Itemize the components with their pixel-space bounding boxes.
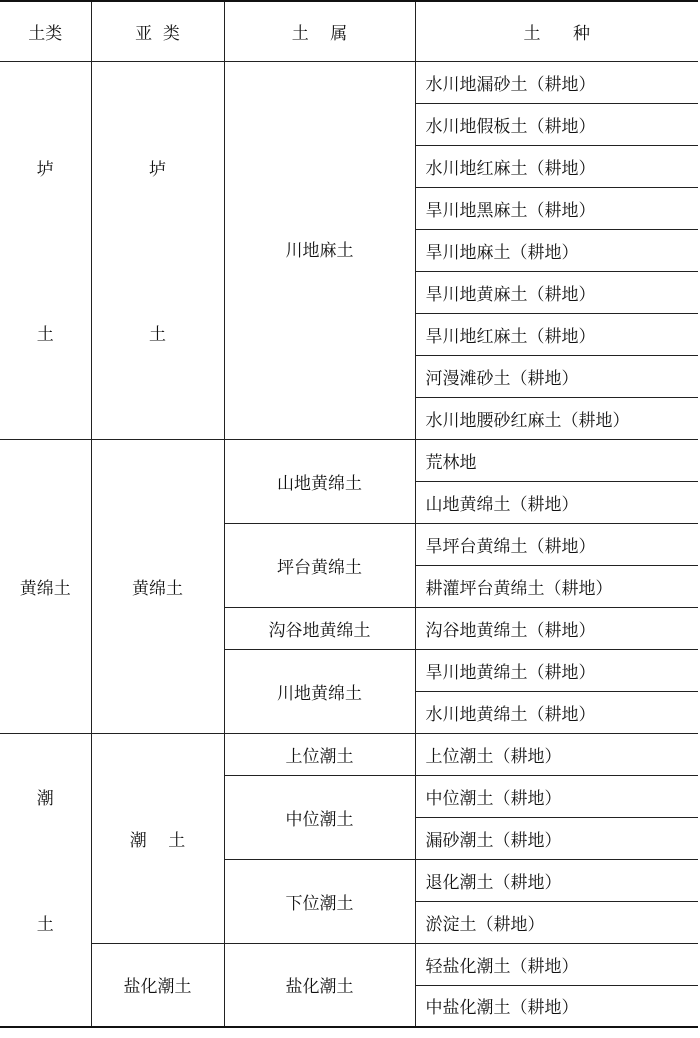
tuzhong-cell: 退化潮土（耕地） bbox=[415, 859, 698, 901]
header-tulei: 土类 bbox=[0, 1, 91, 61]
yalei-lu-bottom: 土 bbox=[149, 325, 166, 345]
tulei-lu-top: 垆 bbox=[36, 160, 54, 180]
header-tushu: 土 属 bbox=[224, 1, 415, 61]
tuzhong-cell: 沟谷地黄绵土（耕地） bbox=[415, 607, 698, 649]
tushu-zhongwei-chaotu: 中位潮土 bbox=[224, 775, 415, 859]
tuzhong-cell: 淤淀土（耕地） bbox=[415, 901, 698, 943]
tuzhong-cell: 水川地黄绵土（耕地） bbox=[415, 691, 698, 733]
tuzhong-cell: 上位潮土（耕地） bbox=[415, 733, 698, 775]
tuzhong-cell: 轻盐化潮土（耕地） bbox=[415, 943, 698, 985]
table-row bbox=[0, 733, 698, 775]
tuzhong-cell: 河漫滩砂土（耕地） bbox=[415, 355, 698, 397]
tuzhong-cell: 耕灌坪台黄绵土（耕地） bbox=[415, 565, 698, 607]
table-row bbox=[0, 439, 698, 481]
tuzhong-cell: 水川地腰砂红麻土（耕地） bbox=[415, 397, 698, 439]
yalei-lu-top: 垆 bbox=[149, 160, 166, 180]
tuzhong-cell: 旱川地黑麻土（耕地） bbox=[415, 187, 698, 229]
tushu-shangwei-chaotu: 上位潮土 bbox=[224, 733, 415, 775]
tuzhong-cell: 水川地漏砂土（耕地） bbox=[415, 61, 698, 103]
tuzhong-cell: 中盐化潮土（耕地） bbox=[415, 985, 698, 1027]
tushu-gougudi-huangmiantu: 沟谷地黄绵土 bbox=[224, 607, 415, 649]
tulei-lu-bottom: 土 bbox=[36, 325, 54, 345]
tuzhong-cell: 旱川地红麻土（耕地） bbox=[415, 313, 698, 355]
tushu-xiawei-chaotu: 下位潮土 bbox=[224, 859, 415, 943]
tushu-yanhua-chaotu: 盐化潮土 bbox=[224, 943, 415, 1027]
tuzhong-cell: 荒林地 bbox=[415, 439, 698, 481]
header-row bbox=[0, 1, 698, 61]
tuzhong-cell: 旱坪台黄绵土（耕地） bbox=[415, 523, 698, 565]
table-row bbox=[0, 943, 698, 985]
tushu-chuandi-matu: 川地麻土 bbox=[224, 61, 415, 439]
tuzhong-cell: 旱川地黄绵土（耕地） bbox=[415, 649, 698, 691]
tuzhong-cell: 旱川地黄麻土（耕地） bbox=[415, 271, 698, 313]
tulei-chao bbox=[0, 733, 91, 1027]
tuzhong-cell: 山地黄绵土（耕地） bbox=[415, 481, 698, 523]
tushu-chuandi-huangmiantu: 川地黄绵土 bbox=[224, 649, 415, 733]
yalei-chaotu: 潮 土 bbox=[91, 733, 224, 943]
header-tuzhong: 土 种 bbox=[415, 1, 698, 61]
tulei-chao-bottom: 土 bbox=[36, 915, 54, 935]
yalei-lu bbox=[91, 61, 224, 439]
tushu-pingtai-huangmiantu: 坪台黄绵土 bbox=[224, 523, 415, 607]
tuzhong-cell: 中位潮土（耕地） bbox=[415, 775, 698, 817]
tuzhong-cell: 旱川地麻土（耕地） bbox=[415, 229, 698, 271]
tuzhong-cell: 水川地红麻土（耕地） bbox=[415, 145, 698, 187]
tulei-chao-top: 潮 bbox=[36, 789, 54, 809]
header-yalei: 亚 类 bbox=[91, 1, 224, 61]
tushu-shandi-huangmiantu: 山地黄绵土 bbox=[224, 439, 415, 523]
yalei-huangmian: 黄绵土 bbox=[91, 439, 224, 733]
tulei-lu bbox=[0, 61, 91, 439]
tuzhong-cell: 漏砂潮土（耕地） bbox=[415, 817, 698, 859]
tuzhong-cell: 水川地假板土（耕地） bbox=[415, 103, 698, 145]
table-row bbox=[0, 61, 698, 103]
tulei-huangmian: 黄绵土 bbox=[0, 439, 91, 733]
yalei-yanhua-chaotu: 盐化潮土 bbox=[91, 943, 224, 1027]
